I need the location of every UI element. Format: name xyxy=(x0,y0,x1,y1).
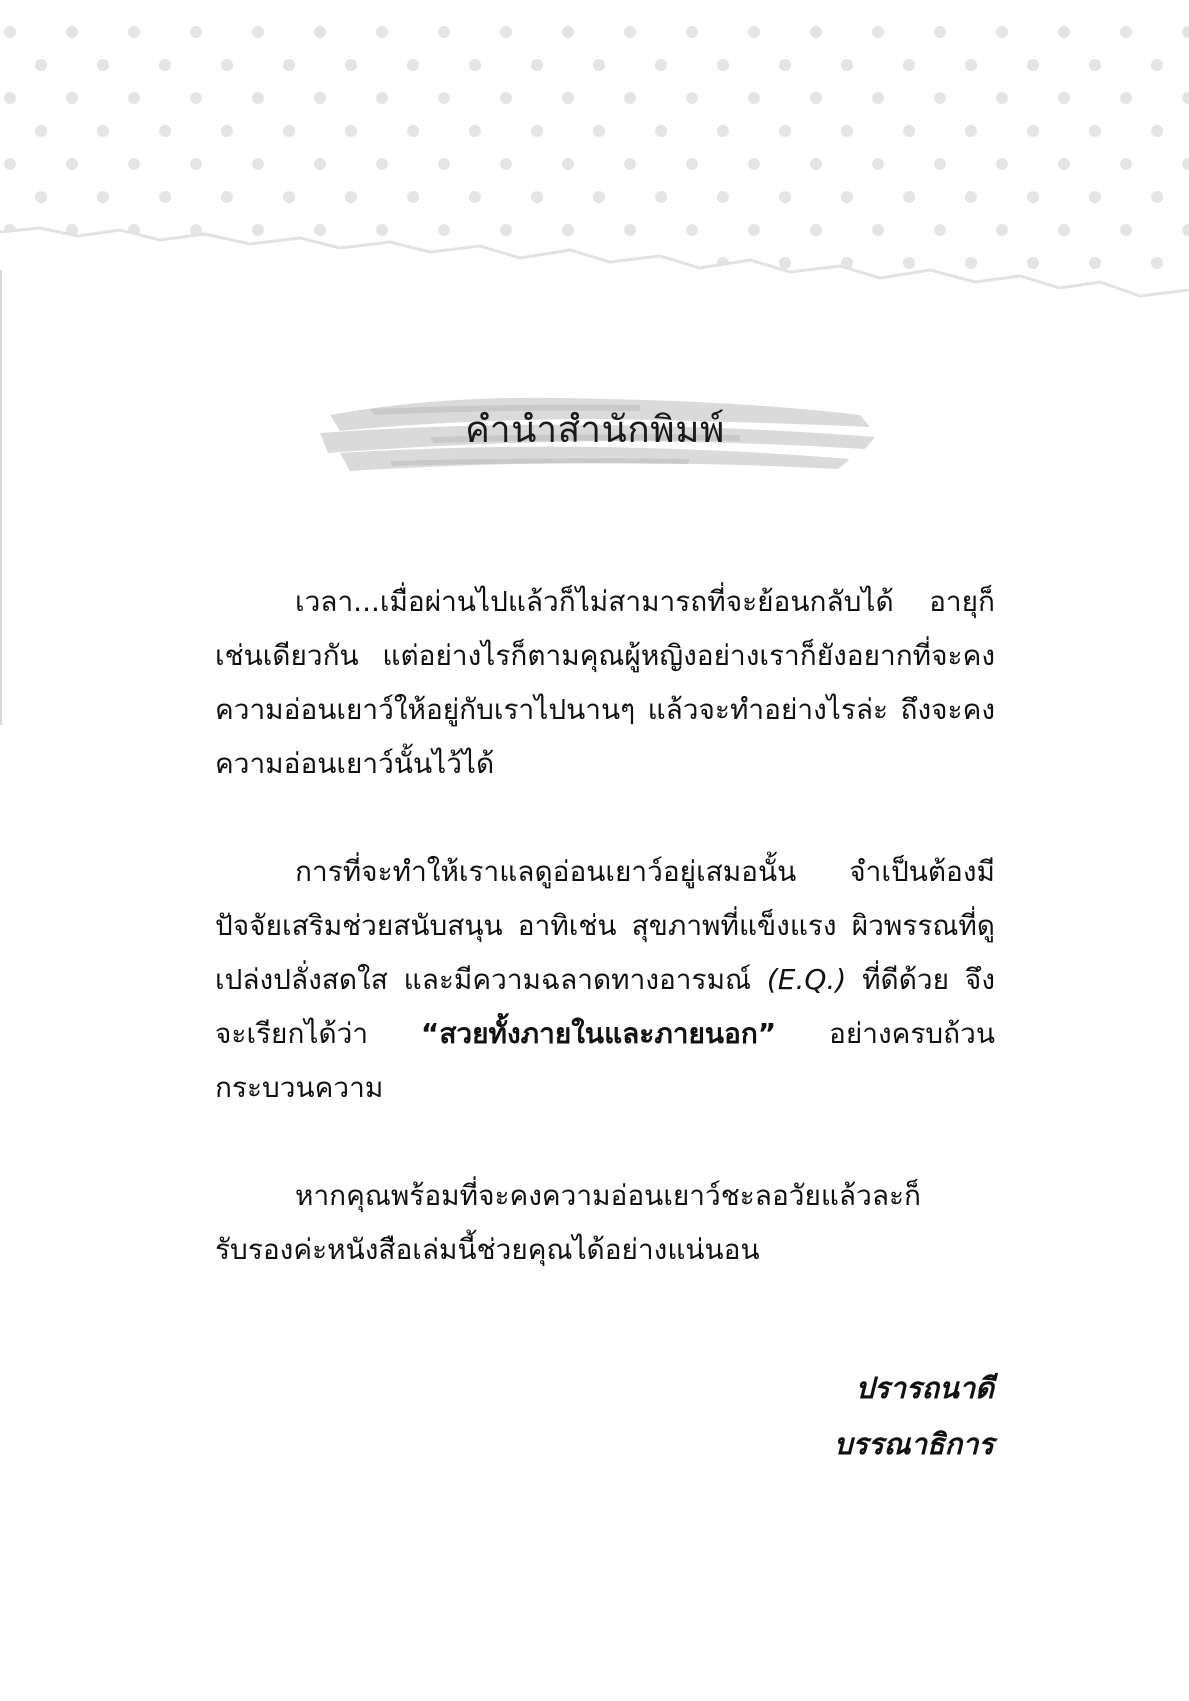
pattern-dot xyxy=(810,92,822,104)
pattern-dot xyxy=(779,59,791,71)
pattern-dot xyxy=(345,191,357,203)
paragraph-1: เวลา...เมื่อผ่านไปแล้วก็ไม่สามารถที่จะย้อนกลับได้ อายุก็เช่นเดียวกัน แต่อย่างไรก็ตามคุณผู้หญิงอย่างเราก็ยังอยากที่จะคงความอ่อนเยาว์ให้อยู่กับเราไปนานๆ แล้วจะทำอย่างไรล่ะ ถึงจะคงความอ่อนเยาว์นั้นไว้ได้ xyxy=(215,585,995,780)
pattern-dot xyxy=(469,125,481,137)
pattern-dot xyxy=(1089,59,1101,71)
pattern-dot xyxy=(872,224,884,236)
pattern-dot xyxy=(190,26,202,38)
paragraph-2-part1: การที่จะทำให้เราแลดูอ่อนเยาว์อยู่เสมอนั้น จำเป็นต้องมีปัจจัยเสริมช่วยสนับสนุน อาทิเช่น สุขภาพที่แข็งแรง ผิวพรรณที่ดูเปล่งปลั่งสดใส และมีความฉลาดทางอารมณ์ xyxy=(215,855,995,996)
pattern-dot xyxy=(934,224,946,236)
pattern-dot xyxy=(128,26,140,38)
pattern-dot xyxy=(748,92,760,104)
pattern-dot xyxy=(35,191,47,203)
bold-quote: “สวยทั้งภายในและภายนอก” xyxy=(420,1017,777,1050)
pattern-dot xyxy=(779,125,791,137)
pattern-dot xyxy=(1151,257,1163,269)
pattern-dot xyxy=(934,158,946,170)
pattern-dot xyxy=(128,158,140,170)
pattern-dot xyxy=(872,158,884,170)
paragraph-2-part3: อย่างครบถ้วนกระบวนความ xyxy=(215,1017,995,1104)
pattern-dot xyxy=(686,158,698,170)
pattern-dot xyxy=(655,125,667,137)
paragraph-2 xyxy=(215,845,995,1115)
pattern-dot xyxy=(314,26,326,38)
pattern-dot xyxy=(841,191,853,203)
pattern-dot xyxy=(314,158,326,170)
pattern-dot xyxy=(469,191,481,203)
pattern-dot xyxy=(345,59,357,71)
signature-author: บรรณาธิการ xyxy=(834,1427,994,1461)
pattern-dot xyxy=(190,92,202,104)
pattern-dot xyxy=(159,125,171,137)
pattern-dot xyxy=(624,26,636,38)
pattern-dot xyxy=(376,26,388,38)
pattern-dot xyxy=(35,125,47,137)
pattern-dot xyxy=(159,191,171,203)
pattern-dot xyxy=(221,125,233,137)
pattern-dot xyxy=(717,191,729,203)
pattern-dot xyxy=(748,224,760,236)
pattern-dot xyxy=(376,92,388,104)
paragraph-3: หากคุณพร้อมที่จะคงความอ่อนเยาว์ชะลอวัยแล้วละก็ รับรองค่ะหนังสือเล่มนี้ช่วยคุณได้อย่างแน่นอน xyxy=(215,1179,921,1266)
pattern-dot xyxy=(810,158,822,170)
pattern-dot xyxy=(593,59,605,71)
pattern-dot xyxy=(252,224,264,236)
pattern-dot xyxy=(686,224,698,236)
pattern-dot xyxy=(841,125,853,137)
pattern-dot xyxy=(562,92,574,104)
pattern-dot xyxy=(314,224,326,236)
pattern-dot xyxy=(438,26,450,38)
pattern-dot xyxy=(531,125,543,137)
pattern-dot xyxy=(252,26,264,38)
pattern-dot xyxy=(624,224,636,236)
pattern-dot xyxy=(314,92,326,104)
pattern-dot xyxy=(97,191,109,203)
page-title: คำนำสำนักพิมพ์ xyxy=(465,408,725,451)
pattern-dot xyxy=(4,26,16,38)
pattern-dot xyxy=(407,125,419,137)
pattern-dot xyxy=(500,158,512,170)
pattern-dot xyxy=(1120,92,1132,104)
pattern-dot xyxy=(593,125,605,137)
pattern-dot xyxy=(996,158,1008,170)
pattern-dot xyxy=(376,158,388,170)
pattern-dot xyxy=(252,92,264,104)
pattern-dot xyxy=(903,191,915,203)
pattern-dot xyxy=(655,59,667,71)
pattern-dot xyxy=(1058,26,1070,38)
pattern-dot xyxy=(252,158,264,170)
pattern-dot xyxy=(35,59,47,71)
pattern-dot xyxy=(531,191,543,203)
pattern-dot xyxy=(965,257,977,269)
pattern-dot xyxy=(934,26,946,38)
pattern-dot xyxy=(562,158,574,170)
pattern-dot xyxy=(903,59,915,71)
pattern-dot xyxy=(779,191,791,203)
pattern-dot xyxy=(686,26,698,38)
pattern-dot xyxy=(810,26,822,38)
pattern-dot xyxy=(903,257,915,269)
pattern-dot xyxy=(1089,125,1101,137)
pattern-dot xyxy=(283,125,295,137)
pattern-dot xyxy=(1058,158,1070,170)
pattern-dot xyxy=(686,92,698,104)
title-block xyxy=(310,375,880,485)
pattern-dot xyxy=(779,257,791,269)
pattern-dot xyxy=(1151,59,1163,71)
body-text xyxy=(215,575,995,1331)
pattern-dot xyxy=(717,59,729,71)
pattern-dot xyxy=(624,92,636,104)
pattern-dot xyxy=(810,224,822,236)
pattern-dot xyxy=(221,59,233,71)
pattern-dot xyxy=(1089,257,1101,269)
pattern-dot xyxy=(128,92,140,104)
pattern-dot xyxy=(438,92,450,104)
pattern-dot xyxy=(562,26,574,38)
pattern-dot xyxy=(97,59,109,71)
pattern-dot xyxy=(190,158,202,170)
pattern-dot xyxy=(469,59,481,71)
pattern-dot xyxy=(562,224,574,236)
pattern-dot xyxy=(1120,224,1132,236)
pattern-dot xyxy=(66,26,78,38)
pattern-dot xyxy=(748,158,760,170)
pattern-dot xyxy=(872,92,884,104)
pattern-dot xyxy=(4,92,16,104)
left-margin-rule xyxy=(0,270,2,725)
pattern-dot xyxy=(1120,26,1132,38)
pattern-dot xyxy=(841,59,853,71)
pattern-dot xyxy=(965,191,977,203)
pattern-dot xyxy=(221,191,233,203)
pattern-dot xyxy=(283,59,295,71)
pattern-dot xyxy=(934,92,946,104)
paragraph-2-part2: ที่ดีด้วย จึงจะเรียกได้ว่า xyxy=(215,963,995,1050)
signature-closing: ปรารถนาดี xyxy=(855,1371,994,1405)
pattern-dot xyxy=(965,59,977,71)
pattern-dot xyxy=(407,59,419,71)
pattern-dot xyxy=(872,26,884,38)
pattern-dot xyxy=(531,59,543,71)
pattern-dot xyxy=(996,26,1008,38)
pattern-dot xyxy=(500,224,512,236)
pattern-dot xyxy=(159,59,171,71)
pattern-dot xyxy=(1151,125,1163,137)
pattern-dot xyxy=(283,191,295,203)
pattern-dot xyxy=(66,92,78,104)
pattern-dot xyxy=(500,26,512,38)
pattern-dot xyxy=(1151,191,1163,203)
signature-block xyxy=(834,1360,994,1472)
pattern-dot xyxy=(996,92,1008,104)
pattern-dot xyxy=(965,125,977,137)
pattern-dot xyxy=(624,158,636,170)
pattern-dot xyxy=(903,125,915,137)
pattern-dot xyxy=(97,125,109,137)
pattern-dot xyxy=(500,92,512,104)
pattern-dot xyxy=(1027,191,1039,203)
pattern-dot xyxy=(376,224,388,236)
pattern-dot xyxy=(4,158,16,170)
pattern-dot xyxy=(1027,59,1039,71)
pattern-dot xyxy=(1058,92,1070,104)
pattern-dot xyxy=(345,125,357,137)
dotted-torn-paper-header xyxy=(0,0,1189,310)
pattern-dot xyxy=(66,158,78,170)
pattern-dot xyxy=(593,191,605,203)
pattern-dot xyxy=(748,26,760,38)
pattern-dot xyxy=(407,191,419,203)
eq-abbreviation: (E.Q.) xyxy=(766,963,847,996)
pattern-dot xyxy=(1027,257,1039,269)
pattern-dot xyxy=(1089,191,1101,203)
pattern-dot xyxy=(438,224,450,236)
pattern-dot xyxy=(1058,224,1070,236)
pattern-dot xyxy=(1120,158,1132,170)
pattern-dot xyxy=(655,191,667,203)
pattern-dot xyxy=(717,125,729,137)
pattern-dot xyxy=(438,158,450,170)
pattern-dot xyxy=(1027,125,1039,137)
pattern-dot xyxy=(996,224,1008,236)
